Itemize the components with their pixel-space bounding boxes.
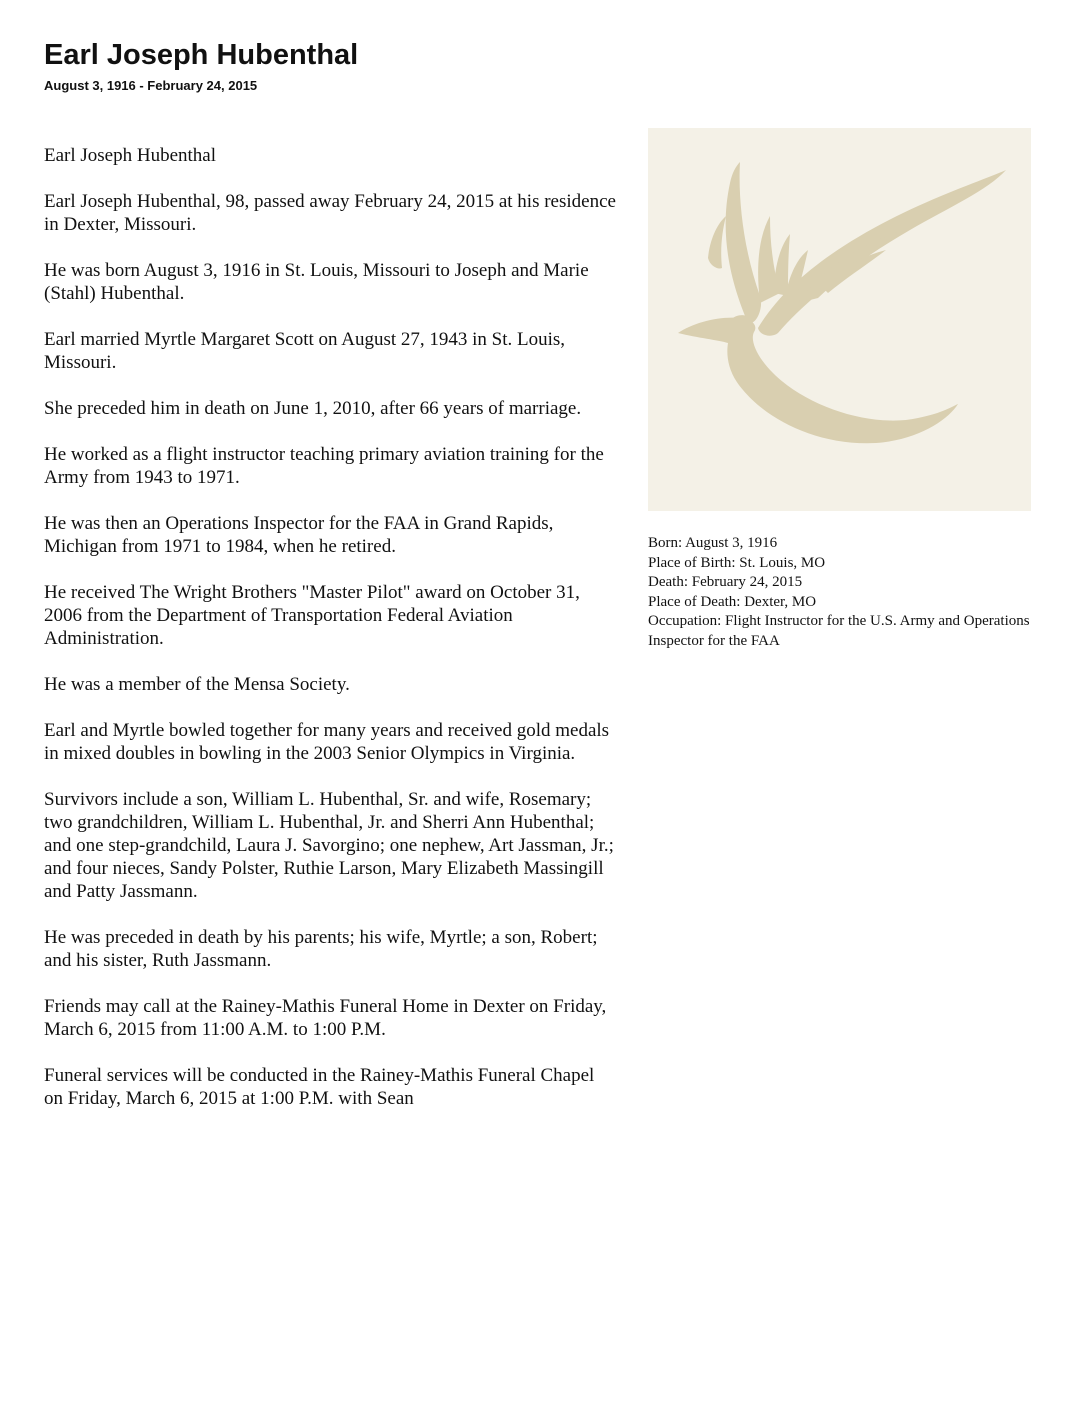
obituary-paragraph: Earl Joseph Hubenthal, 98, passed away February 24, 2015 at his residence in Dexter, Missouri. bbox=[44, 191, 616, 235]
obituary-text bbox=[44, 144, 616, 1133]
obituary-paragraph: Survivors include a son, William L. Hubenthal, Sr. and wife, Rosemary; two grandchildren, William L. Hubenthal, Jr. and Sherri Ann Hubenthal; and one step-grandchild, Laura J. Savorgino; one nephew, Art Jassman, Jr.; and four nieces, Sandy Polster, Ruthie Larson, Mary Elizabeth Massingill and Patty Jassmann. bbox=[44, 789, 614, 902]
obituary-paragraph: He was a member of the Mensa Society. bbox=[44, 674, 350, 695]
death-fact: Death: February 24, 2015 bbox=[648, 574, 803, 590]
obituary-paragraph: He received The Wright Brothers "Master Pilot" award on October 31, 2006 from the Department of Transportation Federal Aviation Administration. bbox=[44, 582, 580, 649]
life-dates: August 3, 1916 - February 24, 2015 bbox=[44, 78, 258, 93]
obituary-paragraph: He was preceded in death by his parents; his wife, Myrtle; a son, Robert; and his sister, Ruth Jassmann. bbox=[44, 927, 598, 971]
memorial-photo bbox=[648, 128, 1031, 511]
born-fact: Born: August 3, 1916 bbox=[648, 535, 778, 551]
obituary-paragraph: She preceded him in death on June 1, 2010, after 66 years of marriage. bbox=[44, 398, 582, 419]
place-of-birth-fact: Place of Birth: St. Louis, MO bbox=[648, 554, 826, 571]
obituary-paragraph: Funeral services will be conducted in the Rainey-Mathis Funeral Chapel on Friday, March 6, 2015 at 1:00 P.M. with Sean bbox=[44, 1065, 595, 1109]
place-of-death-fact: Place of Death: Dexter, MO bbox=[648, 593, 817, 610]
dove-icon bbox=[648, 128, 1031, 511]
obituary-paragraph: He was then an Operations Inspector for the FAA in Grand Rapids, Michigan from 1971 to 1984, when he retired. bbox=[44, 513, 554, 557]
obituary-paragraph: Earl Joseph Hubenthal bbox=[44, 145, 217, 166]
obituary-paragraph: Friends may call at the Rainey-Mathis Funeral Home in Dexter on Friday, March 6, 2015 from 11:00 A.M. to 1:00 P.M. bbox=[44, 996, 607, 1040]
deceased-name: Earl Joseph Hubenthal bbox=[44, 39, 359, 71]
obituary-paragraph: He worked as a flight instructor teaching primary aviation training for the Army from 1943 to 1971. bbox=[44, 444, 604, 488]
obituary-paragraph: Earl married Myrtle Margaret Scott on August 27, 1943 in St. Louis, Missouri. bbox=[44, 329, 566, 373]
obituary-header bbox=[44, 38, 644, 94]
occupation-fact: Occupation: Flight Instructor for the U.S. Army and Operations Inspector for the FAA bbox=[648, 613, 1030, 649]
obituary-paragraph: Earl and Myrtle bowled together for many years and received gold medals in mixed doubles in bowling in the 2003 Senior Olympics in Virginia. bbox=[44, 720, 610, 764]
obituary-paragraph: He was born August 3, 1916 in St. Louis, Missouri to Joseph and Marie (Stahl) Hubenthal. bbox=[44, 260, 589, 304]
vital-facts bbox=[648, 534, 1038, 651]
